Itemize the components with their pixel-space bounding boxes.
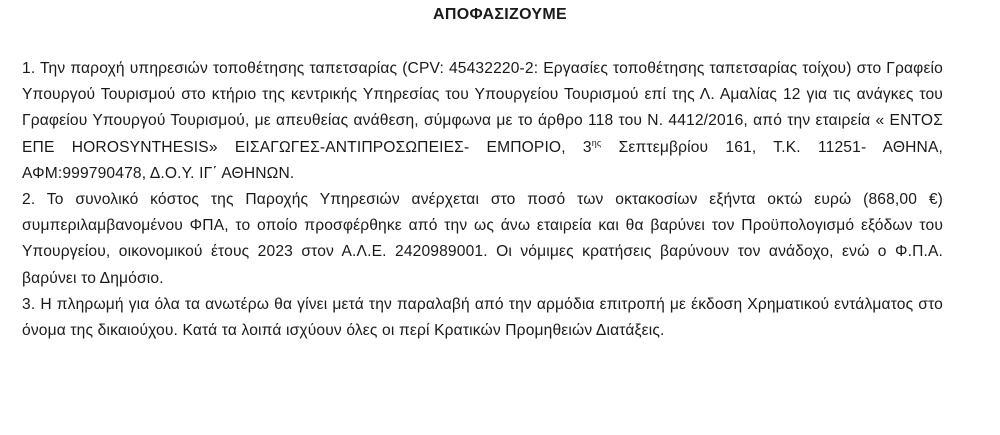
paragraph-2: 2. Το συνολικό κόστος της Παροχής Υπηρεσιών ανέρχεται στο ποσό των οκτακοσίων εξήντα οκτώ ευρώ (868,00 €) συμπεριλαμβανομένου ΦΠΑ, το οποίο προσφέρθηκε από την ως άνω εταιρεία και θα βαρύνει τον Προϋπολογισμό εξόδων του Υπουργείου, οικονομικού έτους 2023 στον Α.Λ.Ε. 2420989001. Οι νόμιμες κρατήσεις βαρύνουν τον ανάδοχο, ενώ ο Φ.Π.Α. βαρύνει το Δημόσιο. xyxy=(22,191,943,287)
decision-heading: ΑΠΟΦΑΣΙΖΟΥΜΕ xyxy=(433,6,567,23)
paragraph-1-text-before: 1. Την παροχή υπηρεσιών τοποθέτησης ταπετσαρίας (CPV: 45432220-2: Εργασίες τοποθέτησης ταπετσαρίας τοίχου) στο Γραφείο Υπουργού Τουρισμού στο κτήριο της κεντρικής Υπηρεσίας του Υπουργείου Τουρισμού επί της Λ. Αμαλίας 12 για τις ανάγκες του Γραφείου Υπουργού Τουρισμού, με απευθείας ανάθεση, σύμφωνα με το άρθρο 118 του Ν. 4412/2016, από την εταιρεία « ΕΝΤΟΣ ΕΠΕ HOROSYNTHESIS» ΕΙΣΑΓΩΓΕΣ-ΑΝΤΙΠΡΟΣΩΠΕΙΕΣ- ΕΜΠΟΡΙΟ, 3 xyxy=(22,60,943,156)
paragraph-1-text-after: Σεπτεμβρίου 161, Τ.Κ. 11251- ΑΘΗΝΑ, ΑΦΜ:999790478, Δ.Ο.Υ. ΙΓ΄ ΑΘΗΝΩΝ. xyxy=(22,138,943,182)
ordinal-superscript: ης xyxy=(591,137,602,148)
decision-body xyxy=(22,56,943,344)
paragraph-1 xyxy=(22,56,943,187)
paragraph-3: 3. Η πληρωμή για όλα τα ανωτέρω θα γίνει μετά την παραλαβή από την αρμόδια επιτροπή με έκδοση Χρηματικού εντάλματος στο όνομα της δικαιούχου. Κατά τα λοιπά ισχύουν όλες οι περί Κρατικών Προμηθειών Διατάξεις. xyxy=(22,295,943,340)
